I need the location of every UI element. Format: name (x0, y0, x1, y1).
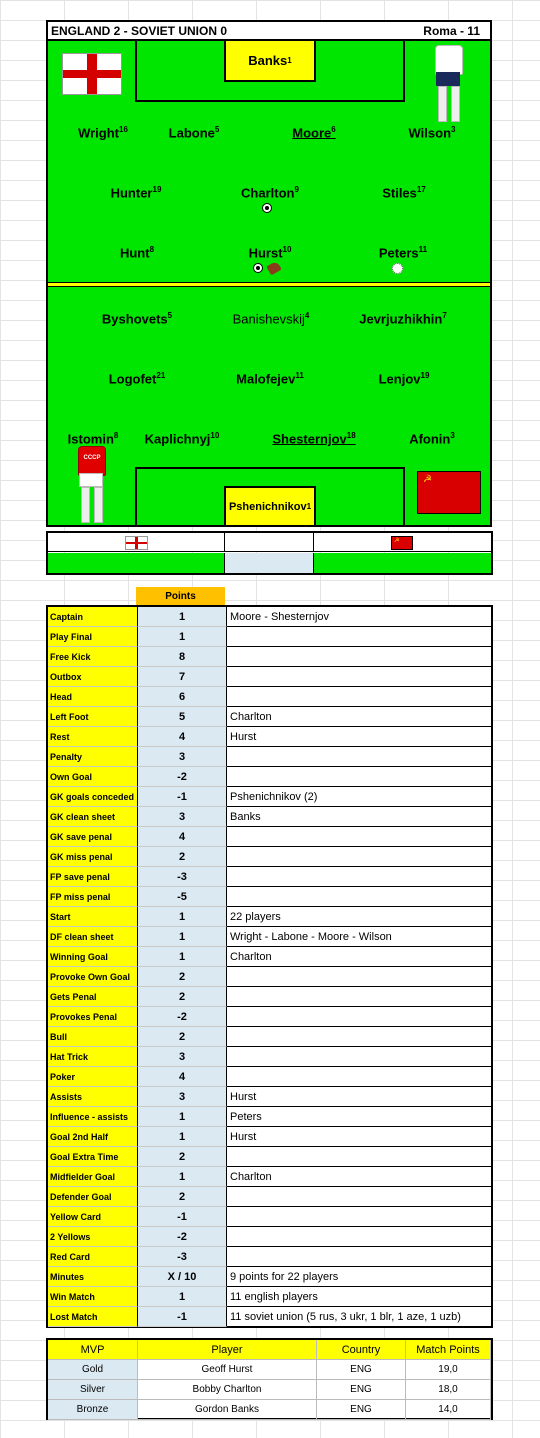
points-row (48, 967, 491, 987)
points-row-label: GK save penal (48, 827, 138, 847)
points-row (48, 1227, 491, 1247)
points-row-value: 3 (138, 1047, 227, 1067)
football-icon (262, 203, 272, 213)
points-row-note: Hurst (227, 727, 491, 747)
points-row-note (227, 1047, 491, 1067)
points-row-value: 1 (138, 607, 227, 627)
points-row (48, 1067, 491, 1087)
points-row-note (227, 1187, 491, 1207)
soviet-player: Byshovets$^5$ (101, 311, 173, 327)
player-number: 1 (287, 56, 292, 65)
points-row-label: Left Foot (48, 707, 138, 727)
points-row-note: 11 soviet union (5 rus, 3 ukr, 1 blr, 1 aze, 1 uzb) (227, 1307, 491, 1327)
points-row-value: 1 (138, 927, 227, 947)
points-row-note: Moore - Shesternjov (227, 607, 491, 627)
points-row-note: Hurst (227, 1127, 491, 1147)
points-row-label: Midfielder Goal (48, 1167, 138, 1187)
points-row-note (227, 1227, 491, 1247)
points-row-label: Goal 2nd Half (48, 1127, 138, 1147)
points-row-value: -1 (138, 1307, 227, 1327)
points-row-value: 6 (138, 687, 227, 707)
points-row-label: Hat Trick (48, 1047, 138, 1067)
points-row (48, 1207, 491, 1227)
england-kit-icon (431, 45, 465, 123)
points-row (48, 1147, 491, 1167)
points-row-value: 7 (138, 667, 227, 687)
soviet-captain: Shesternjov$^{18}$ (272, 431, 356, 447)
points-row-note: Banks (227, 807, 491, 827)
points-row-label: FP save penal (48, 867, 138, 887)
points-row (48, 1027, 491, 1047)
points-row-note: 9 points for 22 players (227, 1267, 491, 1287)
points-row-note (227, 1007, 491, 1027)
points-row-note (227, 767, 491, 787)
england-player: Peters$^{11}$ (378, 245, 428, 261)
points-row-label: Assists (48, 1087, 138, 1107)
mvp-cell-country: ENG (317, 1360, 406, 1380)
points-row-note (227, 987, 491, 1007)
points-row (48, 627, 491, 647)
points-row-note (227, 627, 491, 647)
soviet-flag-icon (417, 471, 481, 514)
points-row-label: Free Kick (48, 647, 138, 667)
points-row (48, 807, 491, 827)
points-row (48, 1267, 491, 1287)
points-row-label: Poker (48, 1067, 138, 1087)
points-row-label: Defender Goal (48, 1187, 138, 1207)
points-row-value: 2 (138, 1187, 227, 1207)
player-name: Banks (248, 53, 288, 68)
mvp-cell-points: 14,0 (406, 1400, 491, 1420)
points-row-note (227, 1247, 491, 1267)
mvp-header-player: Player (138, 1340, 317, 1360)
points-row-value: 1 (138, 1107, 227, 1127)
points-row-note: Charlton (227, 947, 491, 967)
points-row-label: DF clean sheet (48, 927, 138, 947)
points-row (48, 1287, 491, 1307)
points-row-note (227, 1207, 491, 1227)
flags-bar-middle (225, 553, 314, 573)
points-row (48, 1107, 491, 1127)
points-row (48, 727, 491, 747)
points-row-note: Wright - Labone - Moore - Wilson (227, 927, 491, 947)
soviet-player: Kaplichnyj$^{10}$ (144, 431, 220, 447)
soviet-flag-icon: ☭ (391, 536, 413, 550)
mvp-row (48, 1380, 491, 1400)
points-row-note: Charlton (227, 1167, 491, 1187)
points-row-label: Red Card (48, 1247, 138, 1267)
net-ball-icon (392, 263, 403, 274)
points-row-value: 8 (138, 647, 227, 667)
points-row-value: 4 (138, 727, 227, 747)
points-row (48, 1187, 491, 1207)
points-row-value: 3 (138, 1087, 227, 1107)
points-row-label: 2 Yellows (48, 1227, 138, 1247)
points-row (48, 1127, 491, 1147)
points-row-note: 22 players (227, 907, 491, 927)
points-row-value: 1 (138, 1127, 227, 1147)
points-row (48, 867, 491, 887)
points-row-label: Winning Goal (48, 947, 138, 967)
points-row-value: X / 10 (138, 1267, 227, 1287)
mvp-cell-points: 18,0 (406, 1380, 491, 1400)
hammer-sickle-icon: ☭ (423, 474, 432, 485)
mvp-header-row (48, 1340, 491, 1360)
points-row-value: 2 (138, 847, 227, 867)
england-flag-icon (125, 536, 148, 550)
points-row-note (227, 1067, 491, 1087)
points-row-note: 11 english players (227, 1287, 491, 1307)
points-row-value: -5 (138, 887, 227, 907)
points-row (48, 1307, 491, 1327)
points-row-note (227, 687, 491, 707)
england-player: Wright$^{16}$ (78, 125, 128, 141)
match-title: ENGLAND 2 - SOVIET UNION 0 (51, 24, 228, 38)
points-row (48, 1047, 491, 1067)
points-row-note: Peters (227, 1107, 491, 1127)
mvp-cell-player: Gordon Banks (138, 1400, 317, 1420)
points-row-label: GK goals conceded (48, 787, 138, 807)
points-row-value: 4 (138, 827, 227, 847)
points-row-value: 1 (138, 907, 227, 927)
points-row-value: 5 (138, 707, 227, 727)
points-row (48, 907, 491, 927)
points-row-label: Captain (48, 607, 138, 627)
points-row-note: Charlton (227, 707, 491, 727)
england-player: Stiles$^{17}$ (382, 185, 426, 201)
points-row (48, 987, 491, 1007)
points-row-value: 2 (138, 1147, 227, 1167)
mvp-row (48, 1360, 491, 1380)
points-row-label: Own Goal (48, 767, 138, 787)
points-row-value: 1 (138, 1167, 227, 1187)
kit-shirt-text: CCCP (78, 446, 106, 476)
england-player: Charlton$^9$ (241, 185, 299, 201)
mvp-cell-country: ENG (317, 1380, 406, 1400)
points-row-value: -3 (138, 1247, 227, 1267)
mvp-cell-player: Bobby Charlton (138, 1380, 317, 1400)
points-row-value: 2 (138, 1027, 227, 1047)
points-row-note (227, 827, 491, 847)
points-row-label: Penalty (48, 747, 138, 767)
points-row-label: FP miss penal (48, 887, 138, 907)
soviet-kit-icon (74, 446, 108, 524)
england-captain: Moore$^6$ (292, 125, 336, 141)
flags-bar-soviet (314, 553, 491, 573)
points-row (48, 607, 491, 627)
points-row (48, 1167, 491, 1187)
mvp-cell-mvp: Gold (48, 1360, 138, 1380)
points-row (48, 887, 491, 907)
points-row (48, 1247, 491, 1267)
points-row (48, 847, 491, 867)
england-player: Hunt$^8$ (119, 245, 155, 261)
points-row-value: 4 (138, 1067, 227, 1087)
halfway-line (48, 286, 490, 287)
points-row (48, 787, 491, 807)
points-row-note (227, 1027, 491, 1047)
player-number: 1 (306, 502, 312, 511)
match-venue: Roma - 11 (423, 24, 480, 38)
points-row-note: Pshenichnikov (2) (227, 787, 491, 807)
points-table (46, 605, 493, 1328)
points-row-label: Gets Penal (48, 987, 138, 1007)
soviet-goalkeeper (224, 486, 316, 527)
points-row-value: 2 (138, 987, 227, 1007)
points-row-note (227, 887, 491, 907)
soviet-player: Lenjov$^{19}$ (378, 371, 430, 387)
points-row-note: Hurst (227, 1087, 491, 1107)
points-row (48, 947, 491, 967)
mvp-header-points: Match Points (406, 1340, 491, 1360)
points-row-value: 1 (138, 947, 227, 967)
england-flag-icon (62, 53, 122, 95)
soviet-player: Istomin$^8$ (67, 431, 119, 447)
points-row-label: Win Match (48, 1287, 138, 1307)
points-row (48, 767, 491, 787)
points-row (48, 687, 491, 707)
points-row (48, 827, 491, 847)
points-row-value: -1 (138, 787, 227, 807)
points-row-label: Influence - assists (48, 1107, 138, 1127)
mvp-cell-player: Geoff Hurst (138, 1360, 317, 1380)
match-header (46, 20, 492, 41)
points-row-value: -1 (138, 1207, 227, 1227)
player-name: Pshenichnikov (228, 500, 307, 513)
points-row-label: GK clean sheet (48, 807, 138, 827)
england-goalkeeper (224, 39, 316, 82)
points-row-note (227, 847, 491, 867)
points-row-label: Provokes Penal (48, 1007, 138, 1027)
soviet-player: Banishevskij$^4$ (232, 311, 310, 327)
england-player: Wilson$^3$ (408, 125, 456, 141)
soviet-player: Jevrjuzhikhin$^7$ (359, 311, 447, 327)
points-row-value: 1 (138, 1287, 227, 1307)
points-row-note (227, 747, 491, 767)
mvp-header-country: Country (317, 1340, 406, 1360)
points-row-label: Provoke Own Goal (48, 967, 138, 987)
mvp-row (48, 1400, 491, 1420)
england-player: Labone$^5$ (168, 125, 220, 141)
points-row-value: 2 (138, 967, 227, 987)
mvp-table (46, 1338, 493, 1420)
points-row-label: Play Final (48, 627, 138, 647)
points-row-value: 3 (138, 807, 227, 827)
points-row-note (227, 967, 491, 987)
points-row-label: Minutes (48, 1267, 138, 1287)
points-row (48, 667, 491, 687)
points-row-value: -2 (138, 1007, 227, 1027)
points-row-note (227, 867, 491, 887)
points-row (48, 747, 491, 767)
points-row-label: Lost Match (48, 1307, 138, 1327)
england-player: Hunter$^{19}$ (110, 185, 162, 201)
points-row-label: Goal Extra Time (48, 1147, 138, 1167)
mvp-cell-mvp: Bronze (48, 1400, 138, 1420)
points-row-label: Outbox (48, 667, 138, 687)
points-row-value: -2 (138, 767, 227, 787)
points-row-label: Start (48, 907, 138, 927)
points-row-label: Yellow Card (48, 1207, 138, 1227)
points-row-value: -2 (138, 1227, 227, 1247)
points-row-value: -3 (138, 867, 227, 887)
points-row (48, 1007, 491, 1027)
mvp-cell-points: 19,0 (406, 1360, 491, 1380)
soviet-player: Afonin$^3$ (409, 431, 455, 447)
points-row (48, 1087, 491, 1107)
points-row-label: Head (48, 687, 138, 707)
points-row-note (227, 647, 491, 667)
england-player: Hurst$^{10}$ (248, 245, 292, 261)
points-row-value: 1 (138, 627, 227, 647)
flags-bar-england (48, 553, 225, 573)
flags-cell-middle (225, 533, 314, 552)
mvp-cell-country: ENG (317, 1400, 406, 1420)
mvp-cell-mvp: Silver (48, 1380, 138, 1400)
football-icon (253, 263, 263, 273)
soviet-player: Logofet$^{21}$ (108, 371, 166, 387)
mvp-header-mvp: MVP (48, 1340, 138, 1360)
points-row-label: GK miss penal (48, 847, 138, 867)
points-row-label: Rest (48, 727, 138, 747)
points-row-label: Bull (48, 1027, 138, 1047)
points-row (48, 927, 491, 947)
points-row (48, 647, 491, 667)
points-header: Points (136, 587, 225, 607)
soviet-player: Malofejev$^{11}$ (236, 371, 304, 387)
points-row (48, 707, 491, 727)
points-row-value: 3 (138, 747, 227, 767)
points-row-note (227, 1147, 491, 1167)
points-row-note (227, 667, 491, 687)
